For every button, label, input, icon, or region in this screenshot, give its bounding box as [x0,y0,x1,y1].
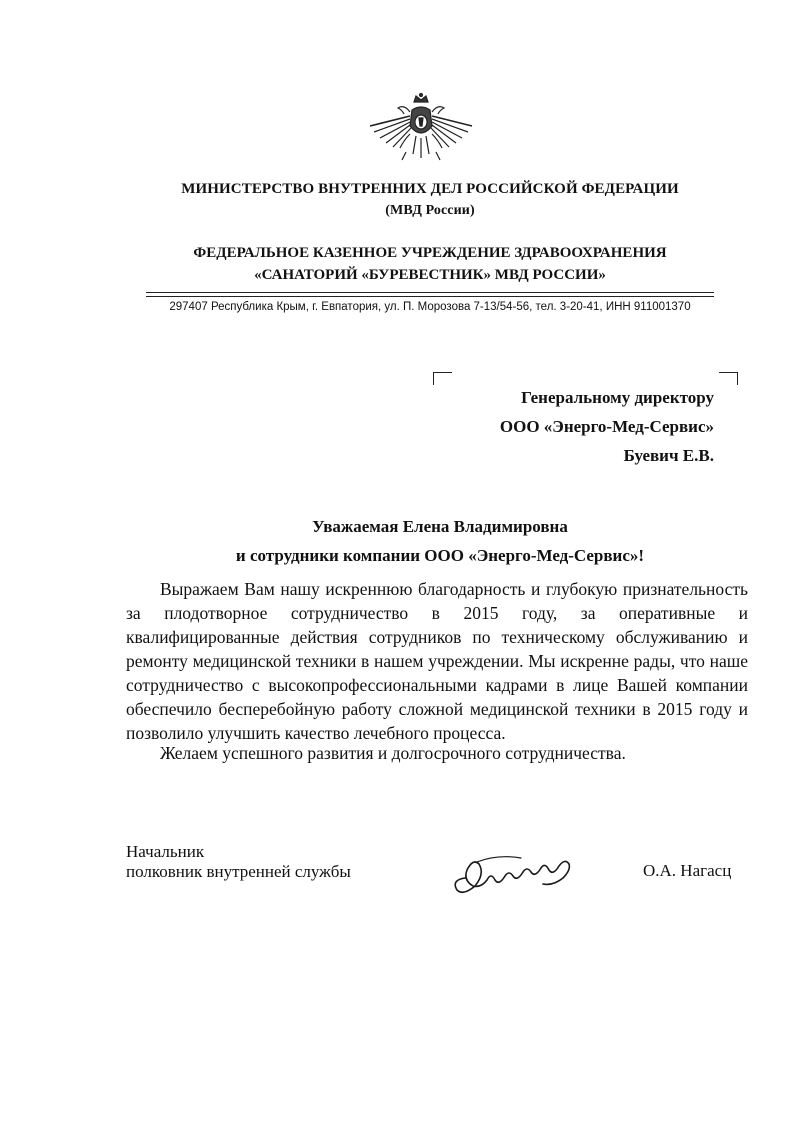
double-headed-eagle-emblem-icon [366,92,476,172]
address-block-left-corner [433,372,452,385]
addressee-name: Буевич Е.В. [623,446,714,465]
header-divider-thin [146,296,714,297]
ministry-short-name: (МВД России) [385,203,475,218]
institution-type: ФЕДЕРАЛЬНОЕ КАЗЕННОЕ УЧРЕЖДЕНИЕ ЗДРАВООХРАНЕНИЯ [193,245,667,261]
signatory-name: О.А. Нагасц [643,861,732,880]
address-block-right-corner [719,372,738,385]
body-paragraph: Выражаем Вам нашу искреннюю благодарность и глубокую признательность за плодотворное сотрудничество в 2015 году, за оперативные и квалифицированные действия сотрудников по техническому обслуживанию и ремонту медицинской техники в нашем учреждении. Мы искренне рады, что наше сотрудничество с высокопрофессиональными кадрами в лице Вашей компании обеспечило бесперебойную работу сложной медицинской техники в 2015 году и позволило улучшить качество лечебного процесса. [126,579,748,743]
institution-name: «САНАТОРИЙ «БУРЕВЕСТНИК» МВД РОССИИ» [254,267,606,283]
letter-body [126,577,748,745]
header-divider [146,292,714,293]
salutation-line-1: Уважаемая Елена Владимировна [312,517,568,536]
addressee-company: ООО «Энерго-Мед-Сервис» [499,417,714,436]
addressee-position: Генеральному директору [521,388,714,407]
signatory-position: Начальник [126,842,205,861]
signatory-rank: полковник внутренней службы [126,862,351,881]
closing-wishes: Желаем успешного развития и долгосрочного сотрудничества. [160,743,626,763]
ministry-name: МИНИСТЕРСТВО ВНУТРЕННИХ ДЕЛ РОССИЙСКОЙ ФЕДЕРАЦИИ [181,181,679,197]
salutation-line-2: и сотрудники компании ООО «Энерго-Мед-Сервис»! [235,546,645,565]
institution-address: 297407 Республика Крым, г. Евпатория, ул. П. Морозова 7-13/54-56, тел. 3-20-41, ИНН 911001370 [169,301,691,313]
handwritten-signature-icon [447,848,587,898]
